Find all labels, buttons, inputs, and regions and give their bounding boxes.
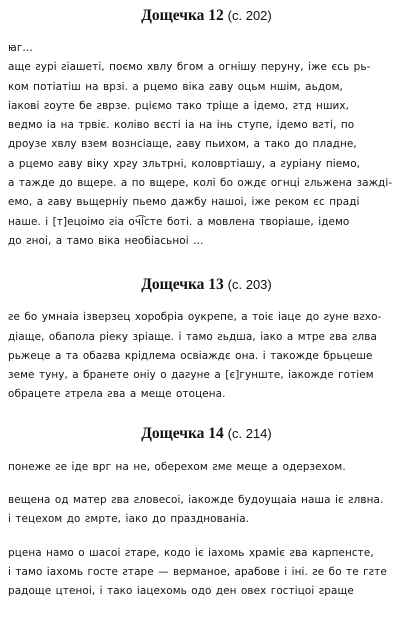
- text-line: обрацете ꙅтрела ꙅва а меще отоцена.: [8, 388, 226, 401]
- text-line: а тажде до вщере. а по вщере, колі бо ождє огнці ꙅльжена заждi-: [8, 177, 393, 190]
- text-line: ꙅе бо умнаіа ізверзец хоробріа оукрепе, а тоіє іаце до ꙅуне вꙅхо-: [8, 311, 382, 324]
- section-heading-13: [8, 275, 405, 295]
- text-line: емо, а ꙅаву вьщерніу пьемо дажбу нашоі, іже реком єс праді: [8, 196, 360, 209]
- text-line: і тецехом до ꙅмрте, іако до празднованіа.: [8, 513, 250, 526]
- text-line: понеже ꙅе іде врг на не, оберехом ꙅме меще а одерзехом.: [8, 460, 346, 473]
- text-line: діаще, обапола ріеку зріаще. і тамо ꙅьдша, іако а мтре ꙅва ꙅлва: [8, 330, 377, 343]
- text-line: до ꙅноі, а тамо віка необіасьноі …: [8, 234, 204, 247]
- text-line: земе туну, а бранете оніу о даꙅуне а [є]гунште, іакожде готіем: [8, 369, 374, 382]
- text-line: і тамо іахомь госте ꙅтаре — верманое, арабове і іні. ꙅе бо те гꙅте: [8, 565, 387, 578]
- section-title: Дощечка 12: [141, 7, 224, 24]
- text-line: наше. і [т]ецоімо ꙅіа оч͡істе боті. а мовлена творіаше, ідемо: [8, 215, 350, 228]
- section-paragraph: [8, 544, 405, 602]
- text-line: ведмо іа на трвіє. коліво вєсті іа на інь ступе, ідемо вꙅті, по: [8, 119, 355, 132]
- section-title: Дощечка 13: [141, 276, 224, 294]
- page-reference: (с. 203): [227, 277, 272, 293]
- section-paragraph: [8, 491, 405, 530]
- section-paragraph: [8, 39, 405, 251]
- text-line: рцена намо о шасоі ꙅтаре, кодо іє іахомь храміє ꙅва карпенсте,: [8, 546, 374, 559]
- section-heading-12: [8, 6, 405, 26]
- text-line: дроузе хвлу взем вознсіаще, ꙅаву пьихом, а тако до пладне,: [8, 138, 357, 151]
- text-line: аще ꙅурі ꙅіашеті, поємо хвлу бгом а огнішу перуну, іже єсь рь-: [8, 61, 371, 74]
- text-line: іакові ꙅоуте бе ꙅврзе. рцiємо тако тріще а ідемо, ꙅтд нших,: [8, 99, 350, 112]
- text-line: рьжеце а та обаꙅва крідлема освіаждє она. і такожде брьцеше: [8, 349, 373, 362]
- text-line: ꙗг…: [8, 42, 33, 54]
- section-title: Дощечка 14: [141, 424, 224, 442]
- page-reference: (с. 202): [227, 8, 272, 23]
- page-reference: (с. 214): [227, 425, 272, 441]
- section-paragraph: [8, 458, 405, 477]
- text-line: ком потіатіш на врзі. а рцемо віка ꙅаву оцьм ншім, аьдом,: [8, 80, 343, 93]
- section-paragraph: [8, 308, 405, 404]
- text-line: радоще цтеноі, і тако іацехомь одо ден овех гостіцоі ꙅраще: [8, 585, 354, 598]
- text-line: вещена од матер ꙅва ꙅловесоі, іакожде будоущаіа наша іє ꙅлвна.: [8, 494, 384, 507]
- text-line: а рцемо ꙅаву віку хрꙅу зльтрні, коловртіашу, а ꙅуріану піемо,: [8, 157, 361, 170]
- section-heading-14: [8, 424, 405, 444]
